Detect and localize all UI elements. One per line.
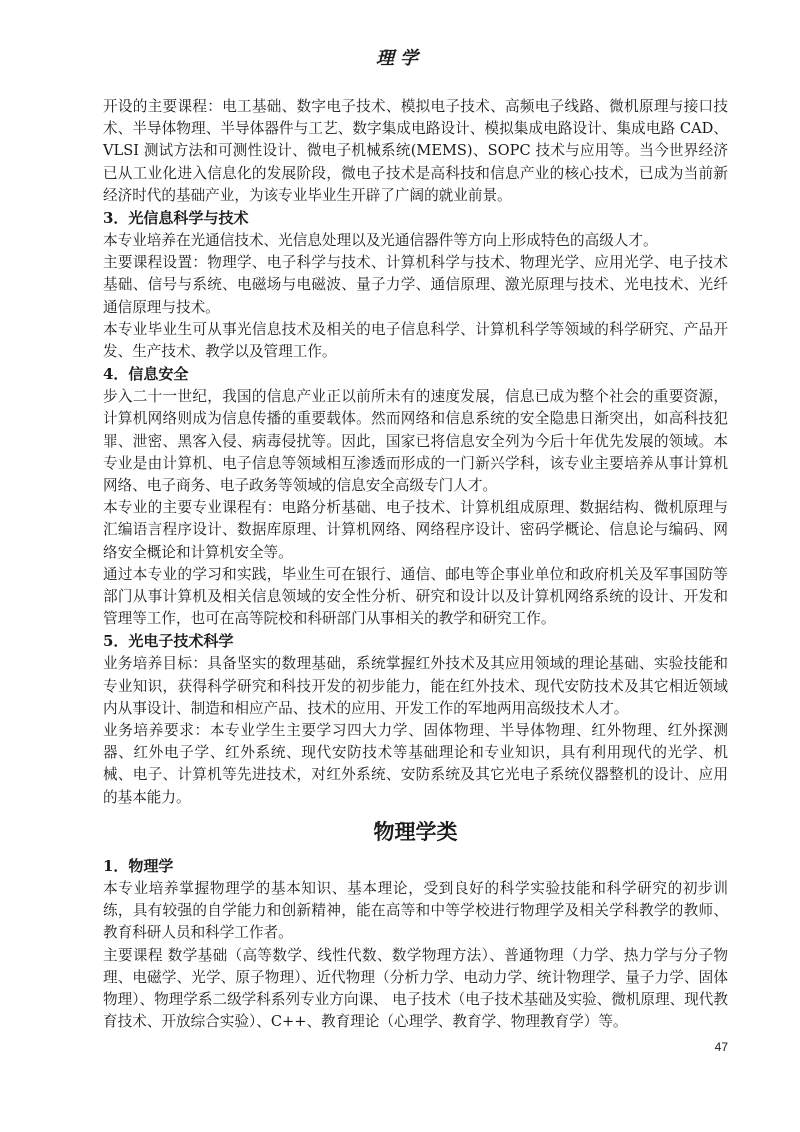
paragraph: 本专业毕业生可从事光信息技术及相关的电子信息科学、计算机科学等领域的科学研究、产品开发、生产技术、教学以及管理工作。 [103,320,728,361]
paragraph: 业务培养要求：本专业学生主要学习四大力学、固体物理、半导体物理、红外物理、红外探测器、红外电子学、红外系统、现代安防技术等基础理论和专业知识，具有利用现代的光学、机械、电子、计算机等先进技术，对红外系统、安防系统及其它光电子系统仪器整机的设计、应用的基本能力。 [103,722,728,806]
paragraph: 本专业培养掌握物理学的基本知识、基本理论，受到良好的科学实验技能和科学研究的初步训练，具有较强的自学能力和创新精神，能在高等和中等学校进行物理学及相关学科教学的教师、教育科研人员和科学工作者。 [103,879,728,942]
section-heading: 1．物理学 [103,856,174,875]
page-body [103,96,728,1033]
running-header: 理学 [376,48,424,69]
section-heading: 5．光电子技术科学 [103,632,234,651]
paragraph: 主要课程 数学基础（高等数学、线性代数、数学物理方法）、普通物理（力学、热力学与分子物理、电磁学、光学、原子物理）、近代物理（分析力学、电动力学、统计物理学、量子力学、固体物理）、物理学系二级学科系列专业方向课、 电子技术（电子技术基础及实验、微机原理、现代教育技术、开放综合实验）、C++、教育理论（心理学、教育学、物理教育学）等。 [103,946,728,1031]
paragraph: 本专业培养在光通信技术、光信息处理以及光通信器件等方向上形成特色的高级人才。 [103,232,658,250]
section-heading: 4．信息安全 [103,365,189,384]
section-heading: 3．光信息科学与技术 [103,209,249,228]
paragraph: 开设的主要课程：电工基础、数字电子技术、模拟电子技术、高频电子线路、微机原理与接口技术、半导体物理、半导体器件与工艺、数字集成电路设计、模拟集成电路设计、集成电路 CAD、VLSI 测试方法和可测性设计、微电子机械系统(MEMS)、SOPC 技术与应用等。当今世界经济已从工业化进入信息化的发展阶段，微电子技术是高科技和信息产业的核心技术，已成为当前新经济时代的基础产业，为该专业毕业生开辟了广阔的就业前景。 [103,98,728,204]
paragraph: 业务培养目标：具备坚实的数理基础，系统掌握红外技术及其应用领域的理论基础、实验技能和专业知识，获得科学研究和科技开发的初步能力，能在红外技术、现代安防技术及其它相近领域内从事设计、制造和相应产品、技术的应用、开发工作的军地两用高级技术人才。 [103,655,728,717]
paragraph: 主要课程设置：物理学、电子科学与技术、计算机科学与技术、物理光学、应用光学、电子技术基础、信号与系统、电磁场与电磁波、量子力学、通信原理、激光原理与技术、光电技术、光纤通信原理与技术。 [103,254,728,316]
paragraph: 本专业的主要专业课程有：电路分析基础、电子技术、计算机组成原理、数据结构、微机原理与汇编语言程序设计、数据库原理、计算机网络、网络程序设计、密码学概论、信息论与编码、网络安全概论和计算机安全等。 [103,499,728,561]
paragraph: 通过本专业的学习和实践，毕业生可在银行、通信、邮电等企事业单位和政府机关及军事国防等部门从事计算机及相关信息领域的安全性分析、研究和设计以及计算机网络系统的设计、开发和管理等工作，也可在高等院校和科研部门从事相关的教学和研究工作。 [103,565,728,628]
paragraph: 步入二十一世纪，我国的信息产业正以前所未有的速度发展，信息已成为整个社会的重要资源，计算机网络则成为信息传播的重要载体。然而网络和信息系统的安全隐患日渐突出，如高科技犯罪、泄密、黑客入侵、病毒侵扰等。因此，国家已将信息安全列为今后十年优先发展的领域。本专业是由计算机、电子信息等领域相互渗透而形成的一门新兴学科，该专业主要培养从事计算机网络、电子商务、电子政务等领域的信息安全高级专门人才。 [103,388,728,495]
category-title: 物理学类 [373,818,458,844]
page-number: 47 [714,1040,728,1054]
